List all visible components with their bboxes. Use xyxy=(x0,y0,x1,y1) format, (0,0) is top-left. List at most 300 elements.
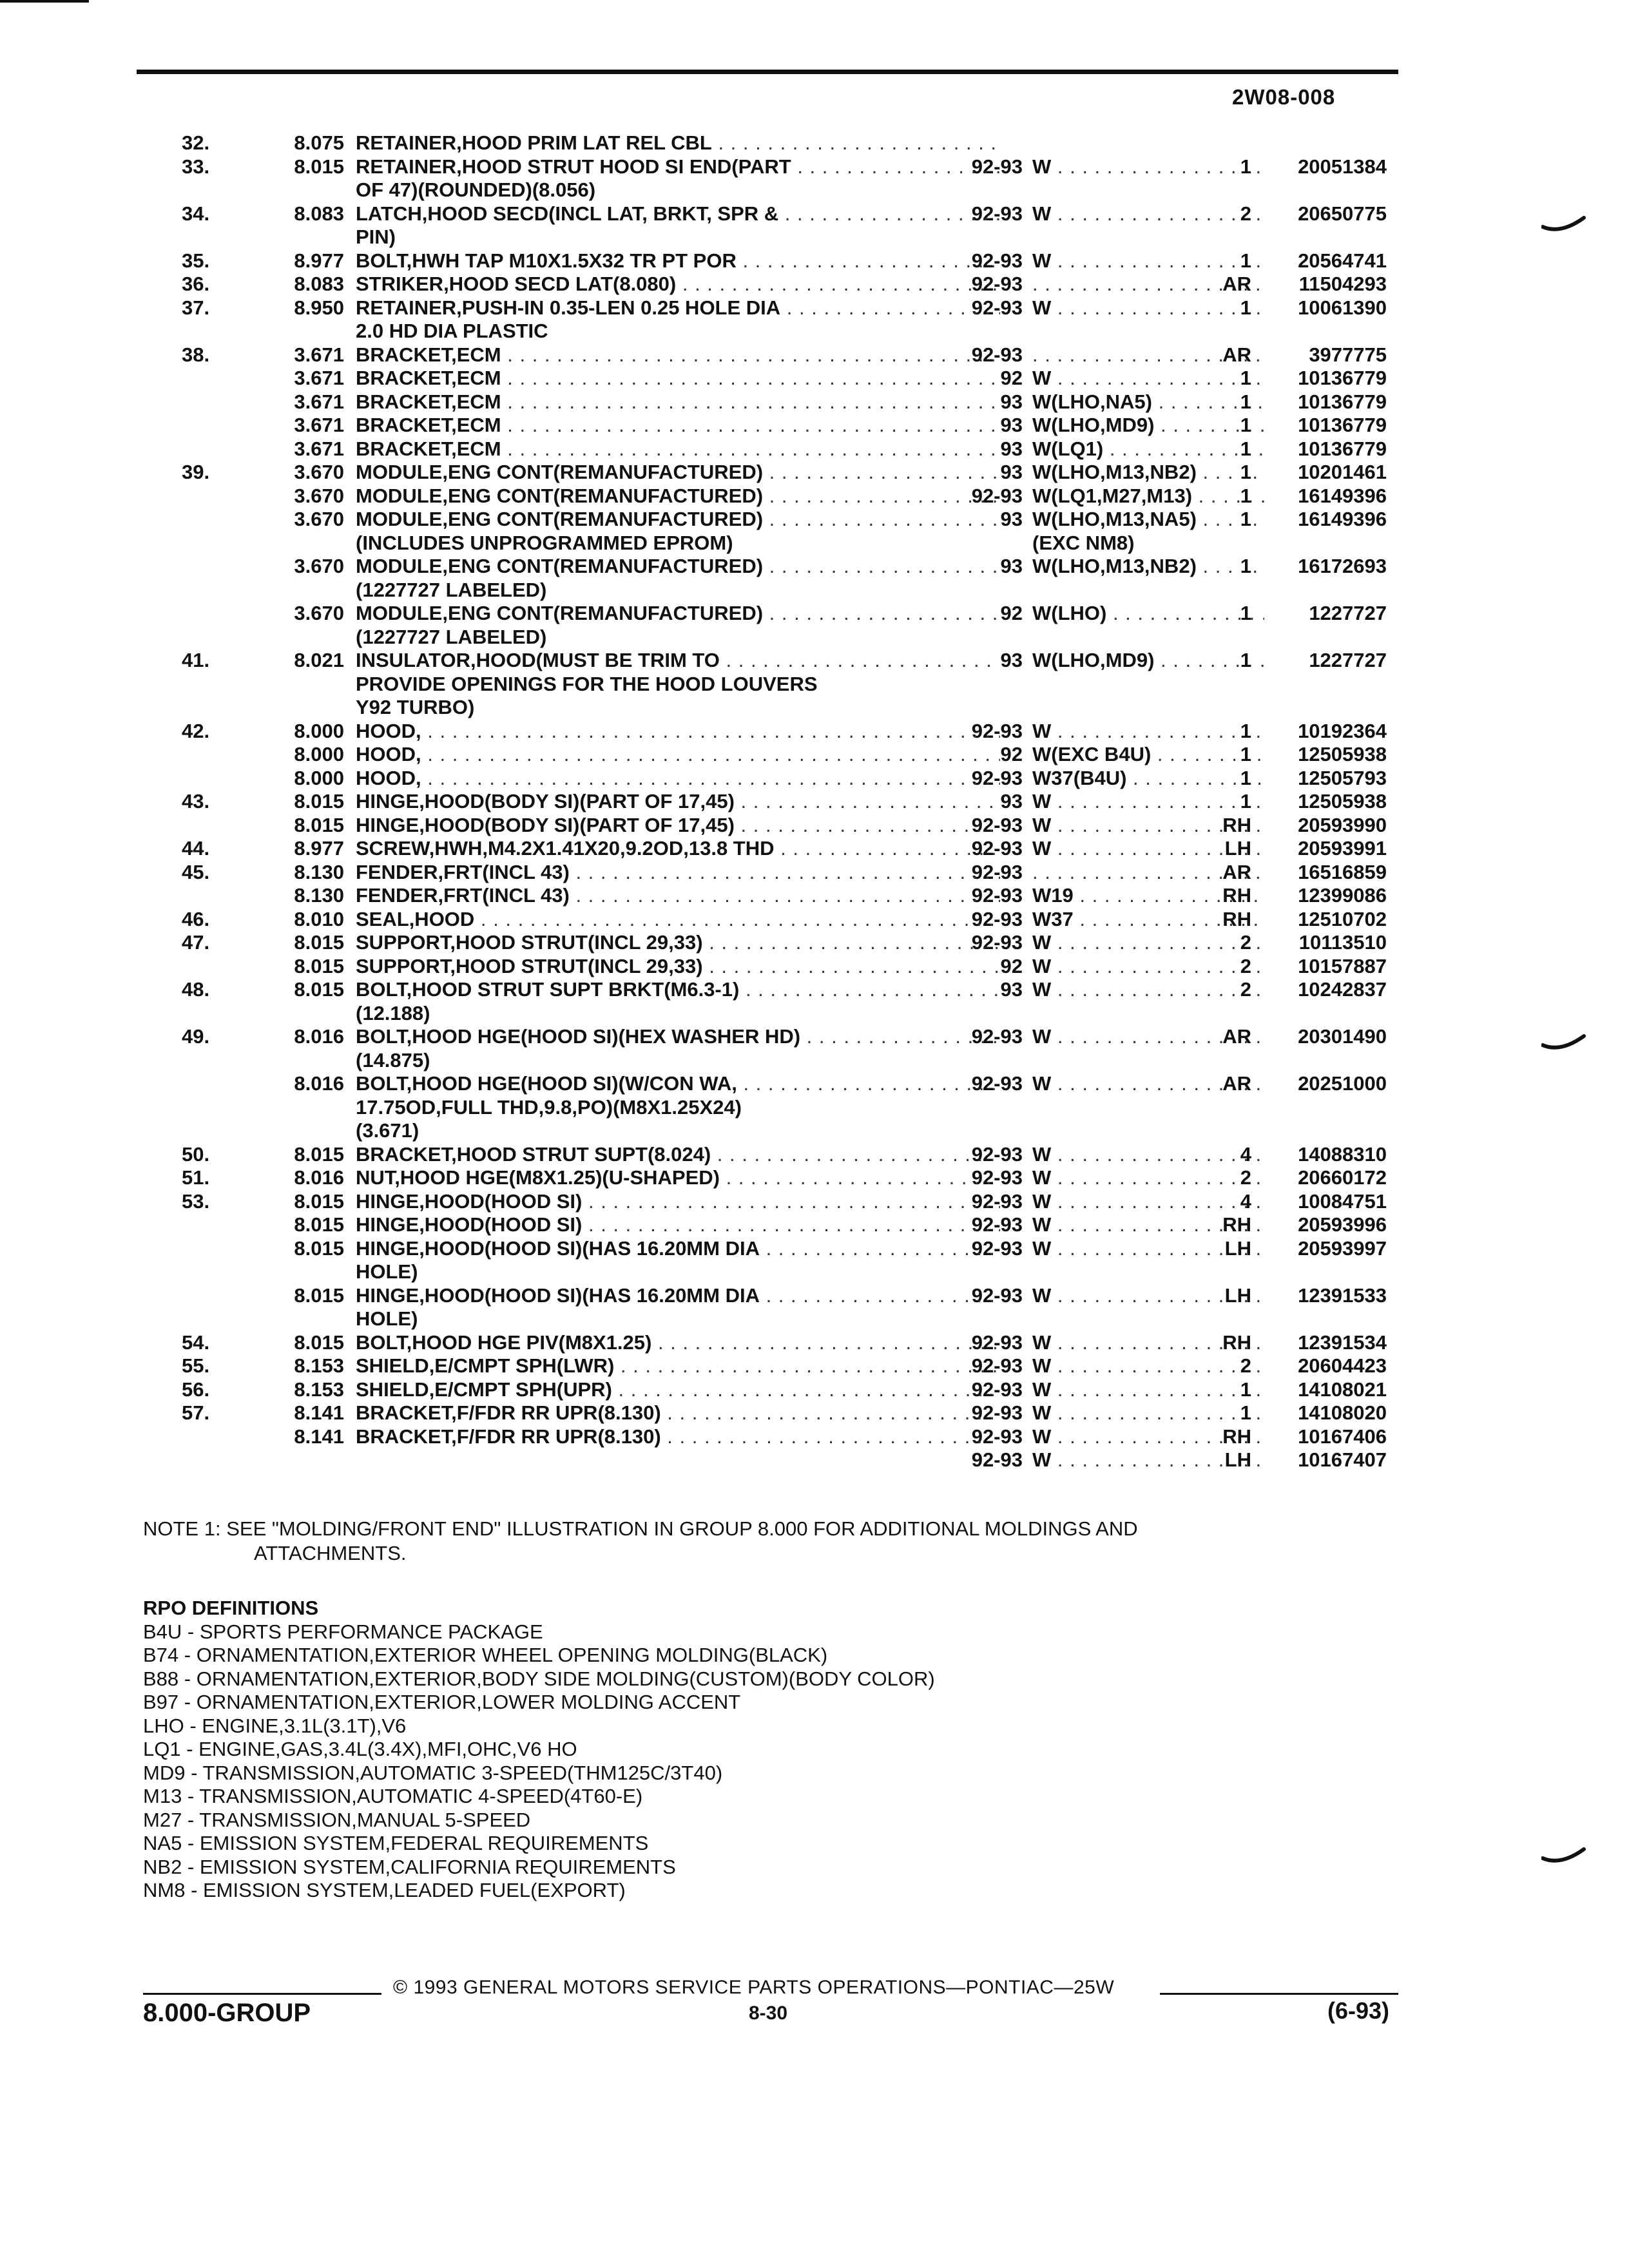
item-number: 46. xyxy=(182,907,210,930)
description-line xyxy=(356,931,1000,955)
description-continued: (3.671) xyxy=(356,1119,419,1142)
part-description xyxy=(356,1354,1000,1378)
part-name: NUT xyxy=(356,1166,395,1189)
rpo-definition: LQ1 - ENGINE,GAS,3.4L(3.4X),MFI,OHC,V6 HO xyxy=(143,1738,577,1760)
part-name: BOLT xyxy=(356,978,407,1001)
part-description xyxy=(356,1331,1000,1355)
part-description xyxy=(356,1425,1000,1449)
part-description xyxy=(356,1166,1000,1190)
part-name: HINGE xyxy=(356,1189,419,1213)
item-number: 50. xyxy=(182,1142,210,1166)
part-name: SEAL xyxy=(356,907,409,930)
part-name: SHIELD xyxy=(356,1354,429,1377)
series-value: W(LHO,NA5) . . . xyxy=(1032,390,1264,414)
group-number: 3.671 xyxy=(294,367,344,389)
part-name: BRACKET xyxy=(356,437,452,460)
rpo-definition: NB2 - EMISSION SYSTEM,CALIFORNIA REQUIREMENTS xyxy=(143,1855,676,1878)
description-line xyxy=(356,461,1000,485)
part-description xyxy=(356,767,1000,791)
part-description xyxy=(356,1025,1000,1072)
part-number: 10084751 xyxy=(1298,1189,1387,1213)
quantity: LH xyxy=(1224,837,1251,860)
quantity: AR xyxy=(1222,1072,1251,1095)
part-name: SUPPORT xyxy=(356,954,450,977)
part-detail: ,F/FDR RR UPR(8.130) xyxy=(451,1401,661,1424)
item-number: 34. xyxy=(182,202,210,225)
item-number: 51. xyxy=(182,1166,210,1189)
part-number: 12505793 xyxy=(1298,766,1387,789)
rpo-definition: M27 - TRANSMISSION,MANUAL 5-SPEED xyxy=(143,1808,531,1831)
part-number: 14108021 xyxy=(1298,1378,1387,1401)
model-years: 92-93 xyxy=(971,1401,1023,1424)
item-number: 38. xyxy=(182,343,210,366)
quantity: 1 xyxy=(1240,296,1251,319)
series-value: W(LHO,M13,NB2) . . . xyxy=(1032,555,1264,579)
model-years: 92-93 xyxy=(971,1142,1023,1166)
description-line xyxy=(356,155,1000,179)
group-number: 8.977 xyxy=(294,249,344,272)
series-value: W . . . xyxy=(1032,720,1264,744)
model-years: 92-93 xyxy=(971,1448,1023,1471)
series-value: W . . . xyxy=(1032,249,1264,273)
description-line xyxy=(356,1143,1000,1167)
part-description xyxy=(356,508,1000,555)
model-years: 92-93 xyxy=(971,1354,1023,1377)
group-number: 3.670 xyxy=(294,602,344,624)
parts-row xyxy=(137,743,1425,789)
description-continued: (1227727 LABELED) xyxy=(356,625,547,648)
description-continued: Y92 TURBO) xyxy=(356,696,475,718)
description-continued: HOLE) xyxy=(356,1260,418,1283)
part-detail: ,HOOD(HOOD SI)(HAS 16.20MM DIA xyxy=(419,1236,760,1260)
part-number: 10136779 xyxy=(1298,390,1387,413)
quantity: 1 xyxy=(1240,390,1251,413)
series-value: W . . . xyxy=(1032,1284,1264,1308)
series-value: W . . . xyxy=(1032,1213,1264,1237)
part-number: 1227727 xyxy=(1309,649,1387,671)
model-years: 92-93 xyxy=(971,931,1023,954)
part-description xyxy=(356,555,1000,602)
description-line xyxy=(356,1425,1000,1449)
quantity: 2 xyxy=(1240,1354,1251,1377)
series-value: W . . . xyxy=(1032,790,1264,814)
rpo-definition: B4U - SPORTS PERFORMANCE PACKAGE xyxy=(143,1620,543,1643)
part-description xyxy=(356,837,1000,861)
item-number: 53. xyxy=(182,1189,210,1213)
part-description xyxy=(356,461,1000,485)
group-number: 8.016 xyxy=(294,1166,344,1189)
group-number: 8.015 xyxy=(294,1331,344,1354)
item-number: 48. xyxy=(182,978,210,1001)
quantity: 1 xyxy=(1240,484,1251,507)
part-detail: ,HOOD(BODY SI)(PART OF 17,45) xyxy=(419,790,735,812)
part-description xyxy=(356,908,1000,932)
part-name: HOOD xyxy=(356,743,416,765)
part-number: 10192364 xyxy=(1298,719,1387,742)
model-years: 92-93 xyxy=(971,1166,1023,1189)
edition-date: (6-93) xyxy=(1327,1997,1390,2024)
part-description xyxy=(356,437,1000,461)
part-detail: ,HOOD(BODY SI)(PART OF 17,45) xyxy=(419,813,735,836)
part-name: RETAINER xyxy=(356,296,457,319)
group-number: 8.130 xyxy=(294,884,344,907)
part-name: MODULE xyxy=(356,484,443,507)
part-detail: ,HWH,M4.2X1.41X20,9.2OD,13.8 THD xyxy=(429,837,775,860)
model-years: 92-93 xyxy=(971,484,1023,507)
parts-row xyxy=(137,1401,1425,1448)
quantity: 1 xyxy=(1240,1378,1251,1401)
series-value: W . . . xyxy=(1032,1378,1264,1402)
description-continued: PROVIDE OPENINGS FOR THE HOOD LOUVERS xyxy=(356,672,818,695)
model-years: 92-93 xyxy=(971,813,1023,836)
part-detail: ,HOOD SECD LAT(8.080) xyxy=(443,273,677,295)
description-line xyxy=(356,1401,1000,1425)
part-detail: ,ENG CONT(REMANUFACTURED) xyxy=(442,602,764,624)
rpo-definitions-title: RPO DEFINITIONS xyxy=(143,1597,319,1619)
part-description xyxy=(356,485,1000,508)
part-detail: ,HOOD STRUT HOOD SI END(PART xyxy=(456,155,791,178)
model-years: 92-93 xyxy=(971,837,1023,860)
part-description xyxy=(356,367,1000,390)
quantity: RH xyxy=(1222,884,1251,907)
group-number: 8.016 xyxy=(294,1025,344,1048)
model-years: 92-93 xyxy=(971,1331,1023,1354)
model-years: 93 xyxy=(1000,390,1023,413)
part-detail: ,ENG CONT(REMANUFACTURED) xyxy=(442,484,764,507)
parts-row xyxy=(137,1236,1425,1307)
part-name: BOLT xyxy=(356,1072,407,1095)
group-number: 8.083 xyxy=(294,202,344,225)
series-value: W . . . xyxy=(1032,837,1264,861)
description-line xyxy=(356,861,1000,885)
series-value: W . . . xyxy=(1032,814,1264,838)
quantity: 4 xyxy=(1240,1142,1251,1166)
item-number: 37. xyxy=(182,296,210,319)
description-continued: 2.0 HD DIA PLASTIC xyxy=(356,320,548,342)
description-line xyxy=(356,743,1000,767)
quantity: LH xyxy=(1224,1236,1251,1260)
note-text: SEE "MOLDING/FRONT END" ILLUSTRATION IN GROUP 8.000 FOR ADDITIONAL MOLDINGS AND xyxy=(226,1517,1138,1540)
header-rule xyxy=(137,70,1398,74)
description-line xyxy=(356,767,1000,791)
item-number: 56. xyxy=(182,1378,210,1401)
series-continued: (EXC NM8) xyxy=(1032,531,1135,554)
group-number: 8.950 xyxy=(294,296,344,319)
item-number: 55. xyxy=(182,1354,210,1377)
part-name: MODULE xyxy=(356,508,443,530)
part-name: BRACKET xyxy=(356,1401,452,1424)
note-text-continued: ATTACHMENTS. xyxy=(254,1542,407,1564)
description-line xyxy=(356,390,1000,414)
description-continued: (14.875) xyxy=(356,1048,430,1072)
note-1 xyxy=(143,1517,1367,1566)
part-name: RETAINER xyxy=(356,155,457,178)
group-number: 8.015 xyxy=(294,155,344,178)
series-value: W . . . xyxy=(1032,1331,1264,1355)
model-years: 92-93 xyxy=(971,907,1023,930)
part-number: 10167407 xyxy=(1298,1448,1387,1471)
item-number: 32. xyxy=(182,131,210,154)
rpo-definition: B74 - ORNAMENTATION,EXTERIOR WHEEL OPENING MOLDING(BLACK) xyxy=(143,1644,828,1666)
series-value: W . . . xyxy=(1032,1072,1264,1096)
part-number: 10061390 xyxy=(1298,296,1387,319)
part-description xyxy=(356,649,1000,720)
quantity: 2 xyxy=(1240,1166,1251,1189)
description-line xyxy=(356,602,1000,626)
part-description xyxy=(356,390,1000,414)
part-name: HINGE xyxy=(356,1236,419,1260)
quantity: 2 xyxy=(1240,931,1251,954)
part-number: 20051384 xyxy=(1298,155,1387,178)
part-name: INSULATOR xyxy=(356,649,470,671)
part-detail: ,HOOD(HOOD SI) xyxy=(419,1189,583,1213)
part-detail: ,PUSH-IN 0.35-LEN 0.25 HOLE DIA xyxy=(456,296,781,319)
part-description xyxy=(356,414,1000,437)
part-detail: ,ECM xyxy=(451,390,501,413)
part-description xyxy=(356,273,1000,296)
part-detail: ,E/CMPT SPH(LWR) xyxy=(429,1354,615,1377)
item-number: 44. xyxy=(182,837,210,860)
model-years: 92-93 xyxy=(971,1213,1023,1236)
part-description xyxy=(356,1143,1000,1167)
series-value: W . . . xyxy=(1032,202,1264,226)
part-description xyxy=(356,1072,1000,1143)
part-detail: ,ECM xyxy=(451,343,501,366)
page-corner-rule xyxy=(0,0,89,3)
part-name: HINGE xyxy=(356,790,419,812)
group-number: 8.153 xyxy=(294,1354,344,1377)
series-value: W . . . xyxy=(1032,1401,1264,1425)
quantity: 1 xyxy=(1240,555,1251,577)
model-years: 92-93 xyxy=(971,249,1023,272)
group-number: 3.671 xyxy=(294,343,344,366)
model-years: 92-93 xyxy=(971,766,1023,789)
part-description xyxy=(356,978,1000,1025)
model-years: 92-93 xyxy=(971,202,1023,225)
item-number: 45. xyxy=(182,860,210,883)
part-number: 12505938 xyxy=(1298,743,1387,765)
description-line xyxy=(356,720,1000,744)
part-detail: , xyxy=(416,743,421,765)
part-number: 16172693 xyxy=(1298,555,1387,577)
model-years: 93 xyxy=(1000,978,1023,1001)
group-label: 8.000-GROUP xyxy=(143,1999,311,2027)
group-number: 8.000 xyxy=(294,766,344,789)
part-name: SHIELD xyxy=(356,1378,429,1401)
parts-row xyxy=(137,790,1425,836)
series-value: W . . . xyxy=(1032,1143,1264,1167)
part-description xyxy=(356,1284,1000,1331)
part-name: BOLT xyxy=(356,1025,407,1048)
model-years: 92 xyxy=(1000,602,1023,624)
quantity: AR xyxy=(1222,343,1251,366)
group-number: 8.016 xyxy=(294,1072,344,1095)
model-years: 92 xyxy=(1000,954,1023,977)
description-line xyxy=(356,814,1000,838)
item-number: 43. xyxy=(182,790,210,812)
parts-row xyxy=(137,461,1425,507)
quantity: 2 xyxy=(1240,202,1251,225)
series-value: W(LHO,MD9) . . . xyxy=(1032,649,1264,673)
part-number: 12391533 xyxy=(1298,1283,1387,1307)
description-line xyxy=(356,1072,1000,1096)
description-line xyxy=(356,249,1000,273)
item-number: 47. xyxy=(182,931,210,954)
part-number: 20251000 xyxy=(1298,1072,1387,1095)
footer-rule-left xyxy=(143,1993,381,1995)
description-line xyxy=(356,790,1000,814)
quantity: LH xyxy=(1224,1283,1251,1307)
description-line xyxy=(356,908,1000,932)
item-number: 42. xyxy=(182,719,210,742)
note-label: NOTE 1: xyxy=(143,1517,221,1540)
part-name: MODULE xyxy=(356,602,443,624)
description-line xyxy=(356,1331,1000,1355)
series-value: W . . . xyxy=(1032,1166,1264,1190)
part-description xyxy=(356,602,1000,649)
part-name: STRIKER xyxy=(356,273,444,295)
part-detail: ,HOOD STRUT(INCL 29,33) xyxy=(450,931,703,954)
part-number: 14088310 xyxy=(1298,1142,1387,1166)
part-description xyxy=(356,155,1000,202)
series-value: W . . . xyxy=(1032,155,1264,179)
description-line xyxy=(356,296,1000,320)
part-detail: ,HOOD STRUT(INCL 29,33) xyxy=(450,954,703,977)
part-description xyxy=(356,1190,1000,1214)
part-number: 16516859 xyxy=(1298,860,1387,883)
part-number: 10167406 xyxy=(1298,1425,1387,1448)
series-value: W . . . xyxy=(1032,1025,1264,1049)
rpo-definition: LHO - ENGINE,3.1L(3.1T),V6 xyxy=(143,1714,407,1737)
group-number: 3.670 xyxy=(294,461,344,483)
description-continued: OF 47)(ROUNDED)(8.056) xyxy=(356,178,596,201)
part-name: HINGE xyxy=(356,1213,419,1236)
series-value: W(LHO) . . . xyxy=(1032,602,1264,626)
description-continued: (12.188) xyxy=(356,1001,430,1024)
part-number: 16149396 xyxy=(1298,484,1387,507)
rpo-definition: MD9 - TRANSMISSION,AUTOMATIC 3-SPEED(THM125C/3T40) xyxy=(143,1761,723,1784)
part-description xyxy=(356,296,1000,343)
group-number: 8.015 xyxy=(294,1189,344,1213)
group-number: 8.015 xyxy=(294,931,344,954)
part-number: 12505938 xyxy=(1298,790,1387,812)
quantity: AR xyxy=(1222,273,1251,295)
group-number: 8.015 xyxy=(294,790,344,812)
series-value: W37 . . . xyxy=(1032,908,1264,932)
series-value: W . . . xyxy=(1032,1448,1264,1472)
part-description xyxy=(356,1213,1000,1237)
quantity: 1 xyxy=(1240,414,1251,436)
part-number: 10157887 xyxy=(1298,954,1387,977)
part-number: 20593990 xyxy=(1298,813,1387,836)
part-name: MODULE xyxy=(356,555,443,577)
description-line xyxy=(356,1378,1000,1402)
part-name: BRACKET xyxy=(356,390,452,413)
quantity: 1 xyxy=(1240,766,1251,789)
group-number: 8.015 xyxy=(294,813,344,836)
model-years: 92-93 xyxy=(971,273,1023,295)
part-number: 20593997 xyxy=(1298,1236,1387,1260)
series-value: W(LHO,M13,NB2) . . . xyxy=(1032,461,1264,485)
part-name: BRACKET xyxy=(356,1142,452,1166)
description-line xyxy=(356,555,1000,579)
description-line xyxy=(356,649,1000,673)
series-value: W19 . . . xyxy=(1032,884,1264,908)
quantity: 1 xyxy=(1240,367,1251,389)
group-number: 8.000 xyxy=(294,719,344,742)
rpo-definition: NM8 - EMISSION SYSTEM,LEADED FUEL(EXPORT) xyxy=(143,1879,626,1901)
parts-row xyxy=(137,1189,1425,1236)
part-name: FENDER xyxy=(356,860,438,883)
item-number: 57. xyxy=(182,1401,210,1424)
part-detail: ,ECM xyxy=(451,367,501,389)
part-detail: ,ECM xyxy=(451,414,501,436)
series-value: W(LHO,M13,NA5) . . . xyxy=(1032,508,1264,532)
quantity: 1 xyxy=(1240,249,1251,272)
footer-rule-right xyxy=(1160,1993,1398,1995)
part-number: 20593996 xyxy=(1298,1213,1387,1236)
quantity: RH xyxy=(1222,907,1251,930)
group-number: 8.075 xyxy=(294,131,344,154)
part-detail: ,HOOD(HOOD SI)(HAS 16.20MM DIA xyxy=(419,1283,760,1307)
description-continued: HOLE) xyxy=(356,1307,418,1330)
description-line xyxy=(356,1237,1000,1261)
part-name: RETAINER xyxy=(356,131,457,154)
quantity: LH xyxy=(1224,1448,1251,1471)
part-detail: ,HOOD(MUST BE TRIM TO xyxy=(470,649,720,671)
model-years: 92 xyxy=(1000,367,1023,389)
parts-row xyxy=(137,390,1425,436)
group-number: 8.141 xyxy=(294,1401,344,1424)
series-value: W(LHO,MD9) . . . xyxy=(1032,414,1264,437)
description-line xyxy=(356,202,1000,226)
series-value: W . . . xyxy=(1032,931,1264,955)
item-number: 54. xyxy=(182,1331,210,1354)
parts-row xyxy=(137,931,1425,977)
model-years: 92-93 xyxy=(971,1283,1023,1307)
quantity: 1 xyxy=(1240,790,1251,812)
series-value: W . . . xyxy=(1032,1425,1264,1449)
description-line xyxy=(356,437,1000,461)
part-number: 3977775 xyxy=(1309,343,1387,366)
part-description xyxy=(356,249,1000,273)
description-line xyxy=(356,485,1000,508)
description-line xyxy=(356,1284,1000,1308)
part-detail: ,HOOD HGE PIV(M8X1.25) xyxy=(406,1331,652,1354)
model-years: 92-93 xyxy=(971,343,1023,366)
model-years: 92-93 xyxy=(971,1378,1023,1401)
part-detail: ,E/CMPT SPH(UPR) xyxy=(429,1378,612,1401)
model-years: 92-93 xyxy=(971,296,1023,319)
quantity: 1 xyxy=(1240,155,1251,178)
part-number: 20564741 xyxy=(1298,249,1387,272)
quantity: 1 xyxy=(1240,508,1251,530)
description-line xyxy=(356,1025,1000,1049)
part-detail: ,ECM xyxy=(451,437,501,460)
quantity: RH xyxy=(1222,813,1251,836)
series-value: W . . . xyxy=(1032,367,1264,390)
description-line xyxy=(356,1190,1000,1214)
group-number: 3.671 xyxy=(294,414,344,436)
part-number: 12510702 xyxy=(1298,907,1387,930)
part-detail: ,ENG CONT(REMANUFACTURED) xyxy=(442,461,764,483)
part-detail: ,F/FDR RR UPR(8.130) xyxy=(451,1425,661,1448)
part-description xyxy=(356,202,1000,249)
document-code: 2W08-008 xyxy=(1232,85,1336,109)
model-years: 93 xyxy=(1000,555,1023,577)
series-value: W . . . xyxy=(1032,978,1264,1002)
group-number: 8.000 xyxy=(294,743,344,765)
